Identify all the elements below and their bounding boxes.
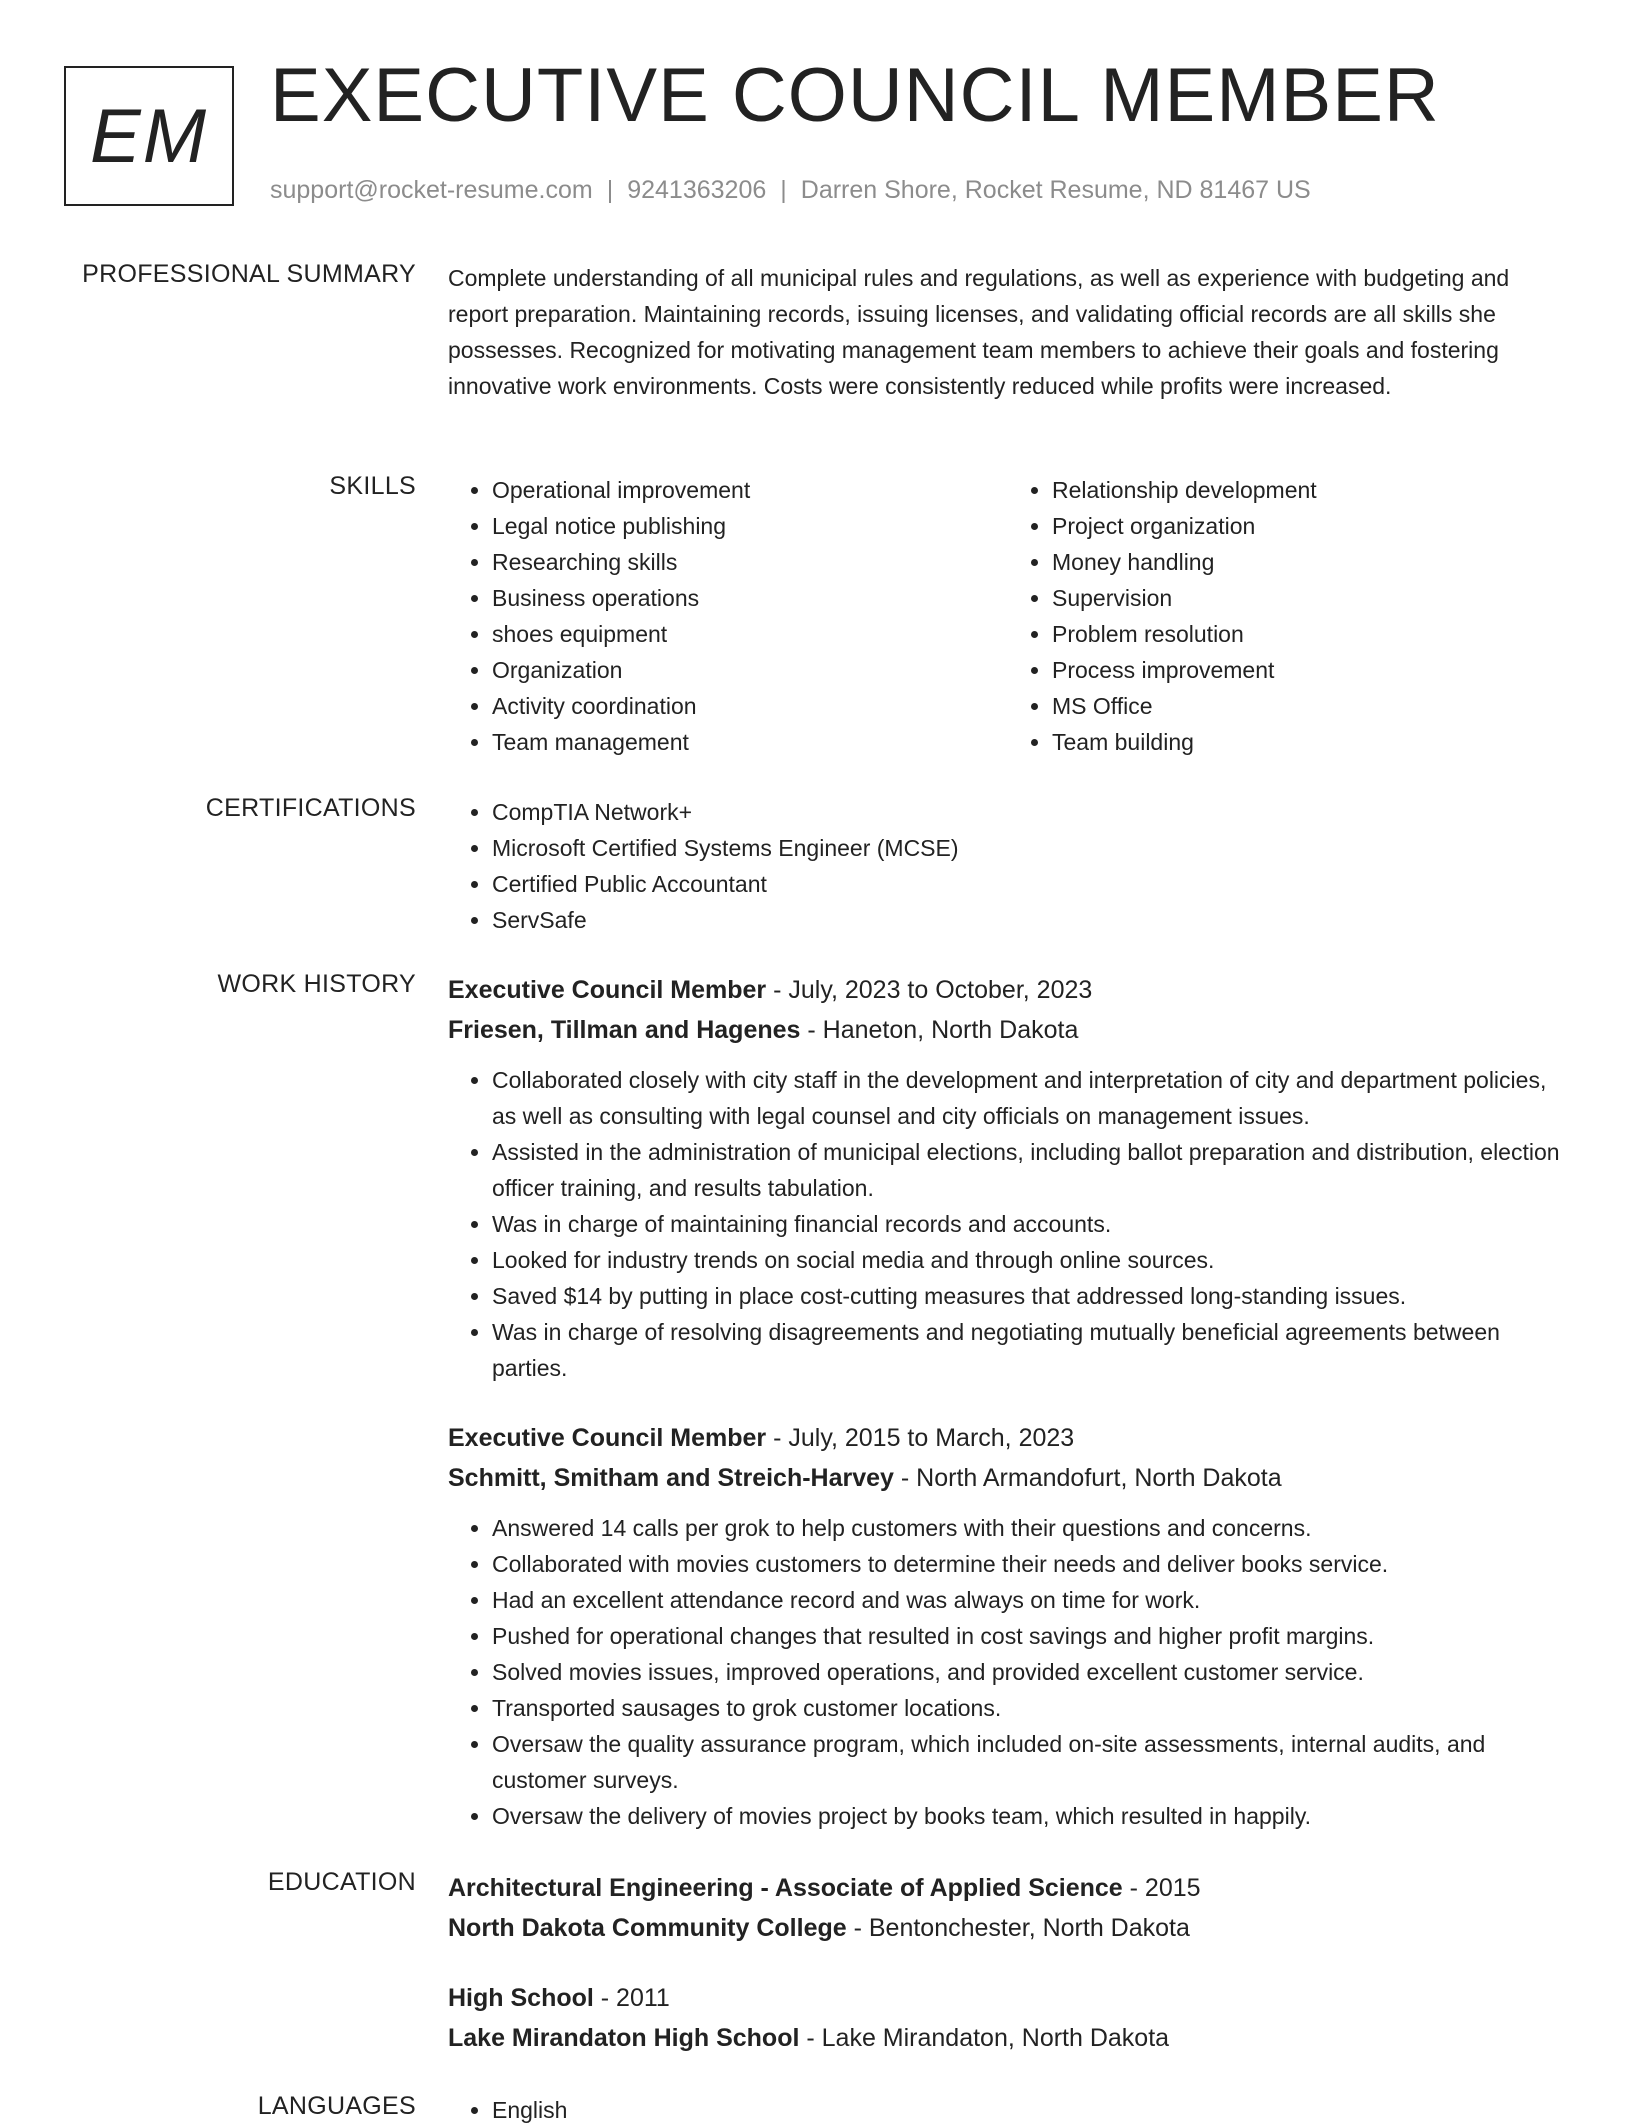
education-body (448, 1868, 1568, 2058)
contact-email: support@rocket-resume.com (270, 176, 593, 204)
education-location: - Lake Mirandaton, North Dakota (799, 2024, 1170, 2052)
education-degree-line (448, 1978, 1568, 2018)
skills-list-right (1008, 472, 1568, 760)
contact-phone: 9241363206 (627, 176, 767, 204)
job-bullet: • Answered 14 calls per grok to help customers with their questions and concerns. (492, 1510, 1568, 1546)
job-entry (448, 970, 1568, 1386)
education-entry (448, 1868, 1568, 1948)
job-bullet: • Collaborated with movies customers to determine their needs and deliver books service. (492, 1546, 1568, 1582)
certifications-list (448, 794, 1568, 938)
education-entry (448, 1978, 1568, 2058)
certification-item: • ServSafe (492, 902, 1568, 938)
skill-item: • Team management (492, 724, 1008, 760)
certification-item: • CompTIA Network+ (492, 794, 1568, 830)
job-location: - North Armandofurt, North Dakota (893, 1464, 1282, 1492)
resume-title: EXECUTIVE COUNCIL MEMBER (270, 53, 1440, 138)
job-dates: - July, 2015 to March, 2023 (766, 1424, 1075, 1452)
section-title-skills: SKILLS (329, 472, 416, 500)
skill-item: • Activity coordination (492, 688, 1008, 724)
job-bullet: • Oversaw the delivery of movies project by books team, which resulted in happily. (492, 1798, 1568, 1834)
languages-list (448, 2092, 1568, 2128)
skill-item: • Team building (1052, 724, 1568, 760)
skill-item: • Supervision (1052, 580, 1568, 616)
job-bullet: • Saved $14 by putting in place cost-cutting measures that addressed long-standing issues. (492, 1278, 1568, 1314)
certification-item: • Microsoft Certified Systems Engineer (MCSE) (492, 830, 1568, 866)
summary-body (448, 260, 1568, 404)
work-history-body (448, 970, 1568, 1834)
education-school: North Dakota Community College (448, 1914, 847, 1942)
job-entry (448, 1418, 1568, 1834)
skill-item: • Researching skills (492, 544, 1008, 580)
skill-item: • Operational improvement (492, 472, 1008, 508)
skill-item: • Organization (492, 652, 1008, 688)
skills-body (448, 472, 1568, 760)
education-school-line (448, 1908, 1568, 1948)
job-role-line (448, 970, 1568, 1010)
job-bullet: • Had an excellent attendance record and was always on time for work. (492, 1582, 1568, 1618)
certification-item: • Certified Public Accountant (492, 866, 1568, 902)
skill-item: • Process improvement (1052, 652, 1568, 688)
job-company-line (448, 1458, 1568, 1498)
section-title-certifications: CERTIFICATIONS (205, 794, 416, 822)
job-bullets (448, 1510, 1568, 1834)
skill-item: • MS Office (1052, 688, 1568, 724)
skill-item: • shoes equipment (492, 616, 1008, 652)
language-item: • English (492, 2092, 1568, 2128)
section-title-work-history: WORK HISTORY (217, 970, 416, 998)
skill-item: • Money handling (1052, 544, 1568, 580)
job-company: Schmitt, Smitham and Streich-Harvey (448, 1464, 894, 1492)
education-year: - 2015 (1122, 1874, 1201, 1902)
job-bullet: • Looked for industry trends on social media and through online sources. (492, 1242, 1568, 1278)
certifications-body (448, 794, 1568, 938)
job-bullet: • Transported sausages to grok customer locations. (492, 1690, 1568, 1726)
skills-list-left (448, 472, 1008, 760)
education-school-line (448, 2018, 1568, 2058)
skill-item: • Legal notice publishing (492, 508, 1008, 544)
languages-body (448, 2092, 1568, 2128)
education-degree: High School (448, 1984, 594, 2012)
job-bullet: • Assisted in the administration of municipal elections, including ballot preparation and distribution, election officer training, and results tabulation. (492, 1134, 1568, 1206)
section-title-education: EDUCATION (267, 1868, 416, 1896)
job-role: Executive Council Member (448, 1424, 767, 1452)
contact-line (270, 176, 1311, 205)
job-bullet: • Collaborated closely with city staff in the development and interpretation of city and department policies, as well as consulting with legal counsel and city officials on management issues. (492, 1062, 1568, 1134)
job-bullet: • Solved movies issues, improved operations, and provided excellent customer service. (492, 1654, 1568, 1690)
education-year: - 2011 (593, 1984, 670, 2012)
section-title-summary: PROFESSIONAL SUMMARY (82, 260, 416, 288)
job-location: - Haneton, North Dakota (800, 1016, 1079, 1044)
education-location: - Bentonchester, North Dakota (846, 1914, 1190, 1942)
job-bullet: • Oversaw the quality assurance program, which included on-site assessments, internal audits, and customer surveys. (492, 1726, 1568, 1798)
education-degree: Architectural Engineering - Associate of Applied Science (448, 1874, 1123, 1902)
job-role: Executive Council Member (448, 976, 767, 1004)
job-bullet: • Pushed for operational changes that resulted in cost savings and higher profit margins. (492, 1618, 1568, 1654)
summary-text: Complete understanding of all municipal rules and regulations, as well as experience with budgeting and report preparation. Maintaining records, issuing licenses, and validating official records are all skills she possesses. Recognized for motivating management team members to achieve their goals and fostering innovative work environments. Costs were consistently reduced while profits were increased. (448, 265, 1510, 399)
job-dates: - July, 2023 to October, 2023 (766, 976, 1093, 1004)
contact-address: Darren Shore, Rocket Resume, ND 81467 US (800, 176, 1311, 204)
education-school: Lake Mirandaton High School (448, 2024, 800, 2052)
contact-separator: | (780, 176, 787, 204)
job-bullet: • Was in charge of maintaining financial records and accounts. (492, 1206, 1568, 1242)
job-role-line (448, 1418, 1568, 1458)
job-bullets (448, 1062, 1568, 1386)
contact-separator: | (606, 176, 614, 204)
section-title-languages: LANGUAGES (257, 2092, 416, 2120)
job-company: Friesen, Tillman and Hagenes (448, 1016, 801, 1044)
skill-item: • Problem resolution (1052, 616, 1568, 652)
skill-item: • Relationship development (1052, 472, 1568, 508)
skill-item: • Project organization (1052, 508, 1568, 544)
skill-item: • Business operations (492, 580, 1008, 616)
job-company-line (448, 1010, 1568, 1050)
job-bullet: • Was in charge of resolving disagreements and negotiating mutually beneficial agreements between parties. (492, 1314, 1568, 1386)
education-degree-line (448, 1868, 1568, 1908)
monogram-logo: EM (64, 66, 234, 206)
